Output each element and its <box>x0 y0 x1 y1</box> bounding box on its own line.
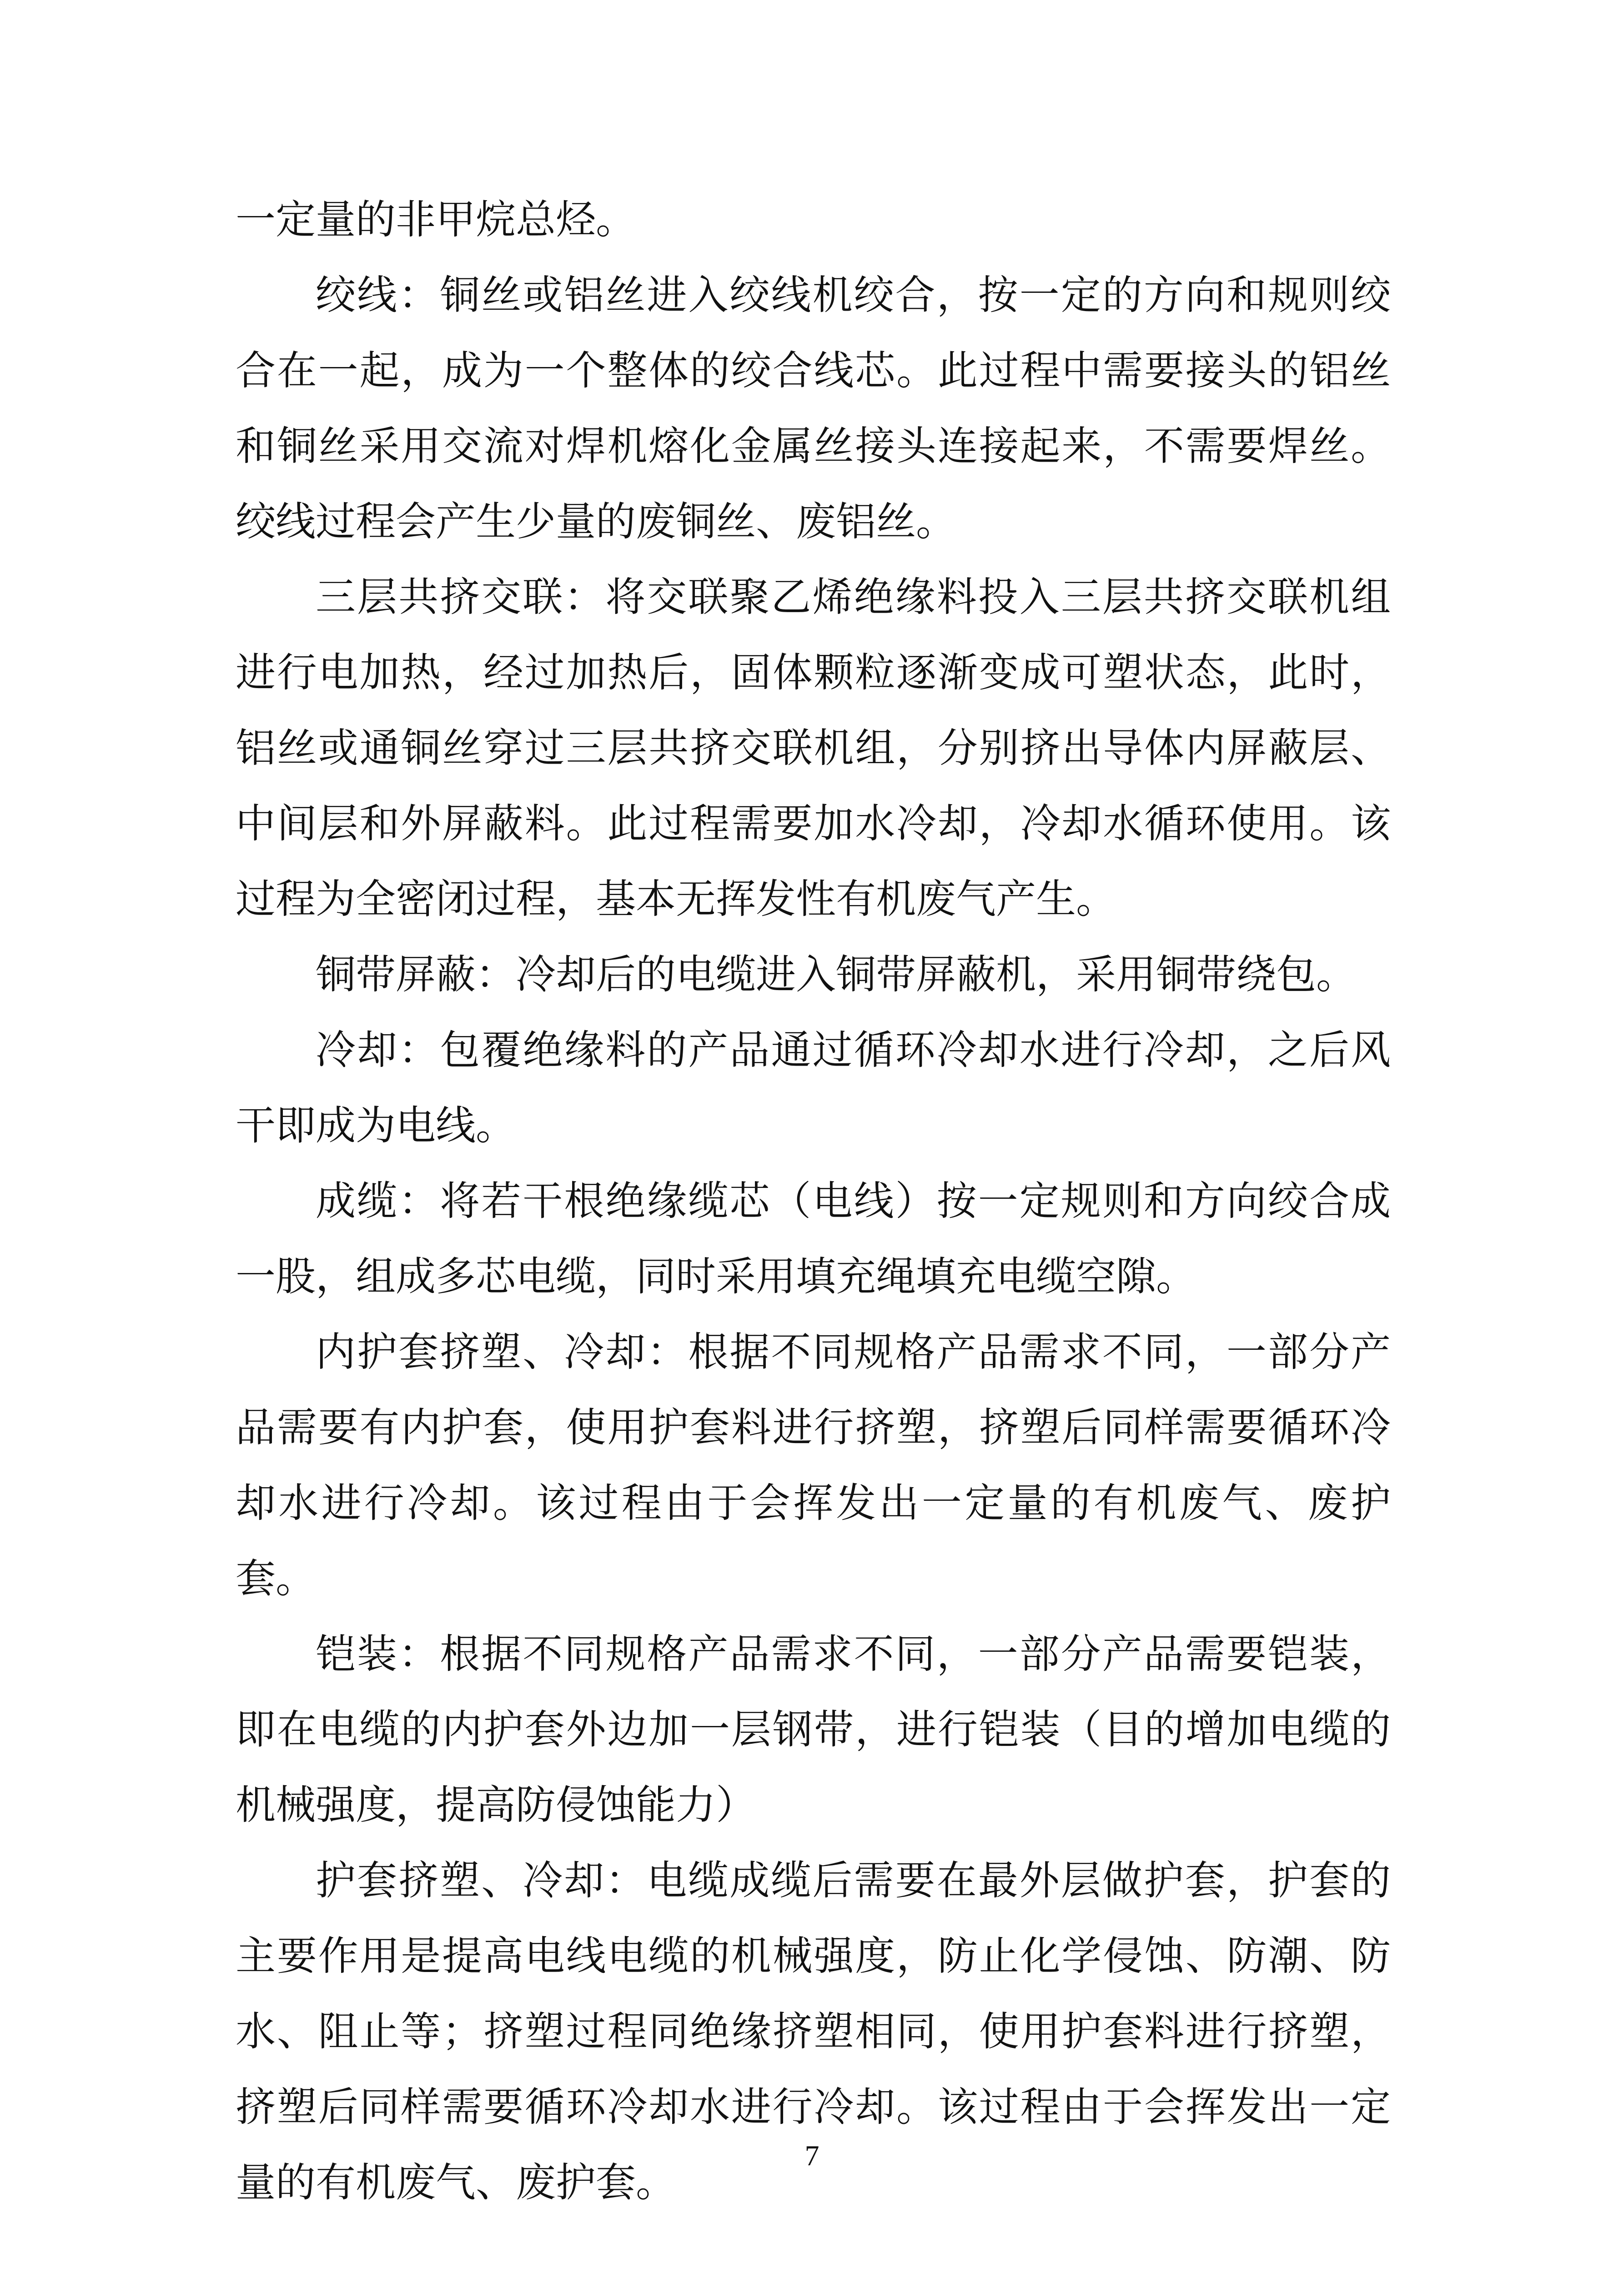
paragraph-armoring: 铠装：根据不同规格产品需求不同，一部分产品需要铠装，即在电缆的内护套外边加一层钢带，进行铠装（目的增加电缆的机械强度，提高防侵蚀能力） <box>236 1630 1391 1828</box>
body-text <box>236 182 1391 2220</box>
paragraph-triple-extrusion: 三层共挤交联：将交联聚乙烯绝缘料投入三层共挤交联机组进行电加热，经过加热后，固体颗粒逐渐变成可塑状态，此时，铝丝或通铜丝穿过三层共挤交联机组，分别挤出导体内屏蔽层、中间层和外屏蔽料。此过程需要加水冷却，冷却水循环使用。该过程为全密闭过程，基本无挥发性有机废气产生。 <box>236 574 1391 922</box>
paragraph-continuation: 一定量的非甲烷总烃。 <box>236 196 636 243</box>
paragraph-stranding: 绞线：铜丝或铝丝进入绞线机绞合，按一定的方向和规则绞合在一起，成为一个整体的绞合线芯。此过程中需要接头的铝丝和铜丝采用交流对焊机熔化金属丝接头连接起来，不需要焊丝。绞线过程会产生少量的废铜丝、废铝丝。 <box>236 272 1391 545</box>
paragraph-cabling: 成缆：将若干根绝缘缆芯（电线）按一定规则和方向绞合成一股，组成多芯电缆，同时采用填充绳填充电缆空隙。 <box>236 1177 1391 1300</box>
page-number: 7 <box>804 2139 820 2172</box>
paragraph-inner-sheath: 内护套挤塑、冷却：根据不同规格产品需求不同，一部分产品需要有内护套，使用护套料进行挤塑，挤塑后同样需要循环冷却水进行冷却。该过程由于会挥发出一定量的有机废气、废护套。 <box>236 1328 1391 1602</box>
paragraph-cooling: 冷却：包覆绝缘料的产品通过循环冷却水进行冷却，之后风干即成为电线。 <box>236 1026 1391 1149</box>
paragraph-copper-tape-shielding: 铜带屏蔽：冷却后的电缆进入铜带屏蔽机，采用铜带绕包。 <box>316 951 1357 998</box>
paragraph-outer-sheath: 护套挤塑、冷却：电缆成缆后需要在最外层做护套，护套的主要作用是提高电线电缆的机械强度，防止化学侵蚀、防潮、防水、阻止等；挤塑过程同绝缘挤塑相同，使用护套料进行挤塑，挤塑后同样需要循环冷却水进行冷却。该过程由于会挥发出一定量的有机废气、废护套。 <box>236 1857 1391 2206</box>
